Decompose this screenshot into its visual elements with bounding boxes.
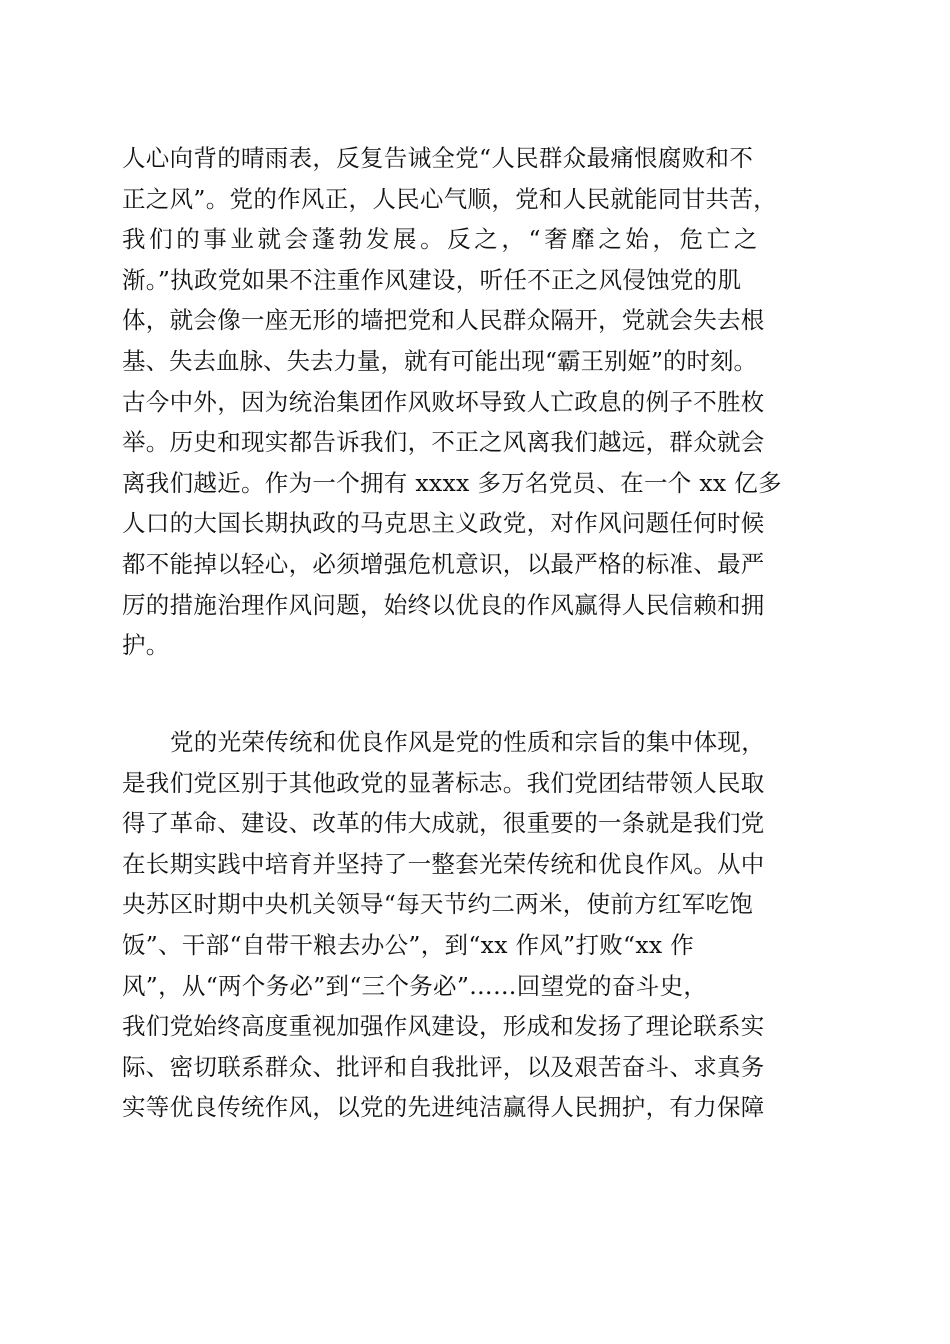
text-line: 举。历史和现实都告诉我们，不正之风离我们越远，群众就会	[122, 428, 765, 457]
text-line: 饭”、干部“自带干粮去办公”，到“xx 作风”打败“xx 作	[122, 930, 695, 959]
text-line: 风”，从“两个务必”到“三个务必”……回望党的奋斗史，	[122, 971, 708, 1000]
text-line: 正之风”。党的作风正，人民心气顺，党和人民就能同甘共苦，	[122, 184, 777, 213]
paragraph-2	[122, 722, 832, 1128]
text-line: 党的光荣传统和优良作风是党的性质和宗旨的集中体现，	[170, 728, 765, 756]
text-line: 得了革命、建设、改革的伟大成就，很重要的一条就是我们党	[122, 809, 765, 838]
text-line: 古今中外，因为统治集团作风败坏导致人亡政息的例子不胜枚	[122, 387, 765, 416]
text-line: 是我们党区别于其他政党的显著标志。我们党团结带领人民取	[122, 768, 765, 797]
text-line: 厉的措施治理作风问题，始终以优良的作风赢得人民信赖和拥	[122, 590, 765, 619]
text-line: 央苏区时期中央机关领导“每天节约二两米，使前方红军吃饱	[122, 890, 754, 919]
text-line: 基、失去血脉、失去力量，就有可能出现“霸王别姬”的时刻。	[122, 346, 758, 375]
text-line: 都不能掉以轻心，必须增强危机意识，以最严格的标准、最严	[122, 549, 765, 578]
text-line: 际、密切联系群众、批评和自我批评，以及艰苦奋斗、求真务	[122, 1052, 765, 1081]
text-line: 实等优良传统作风，以党的先进纯洁赢得人民拥护，有力保障	[122, 1093, 765, 1122]
text-line: 体，就会像一座无形的墙把党和人民群众隔开，党就会失去根	[122, 306, 765, 335]
text-line: 在长期实践中培育并坚持了一整套光荣传统和优良作风。从中	[122, 849, 765, 878]
text-line: 我们党始终高度重视加强作风建设，形成和发扬了理论联系实	[122, 1012, 765, 1041]
text-line: 人心向背的晴雨表，反复告诫全党“人民群众最痛恨腐败和不	[122, 144, 754, 172]
text-line: 护。	[122, 631, 170, 660]
text-line: 离我们越近。作为一个拥有 xxxx 多万名党员、在一个 xx 亿多	[122, 468, 782, 497]
text-line: 人口的大国长期执政的马克思主义政党，对作风问题任何时候	[122, 509, 765, 538]
paragraph-1	[122, 138, 832, 666]
text-line: 渐。”执政党如果不注重作风建设，听任不正之风侵蚀党的肌	[122, 265, 742, 294]
text-line: 我们的事业就会蓬勃发展。反之，“奢靡之始，危亡之	[122, 225, 761, 254]
